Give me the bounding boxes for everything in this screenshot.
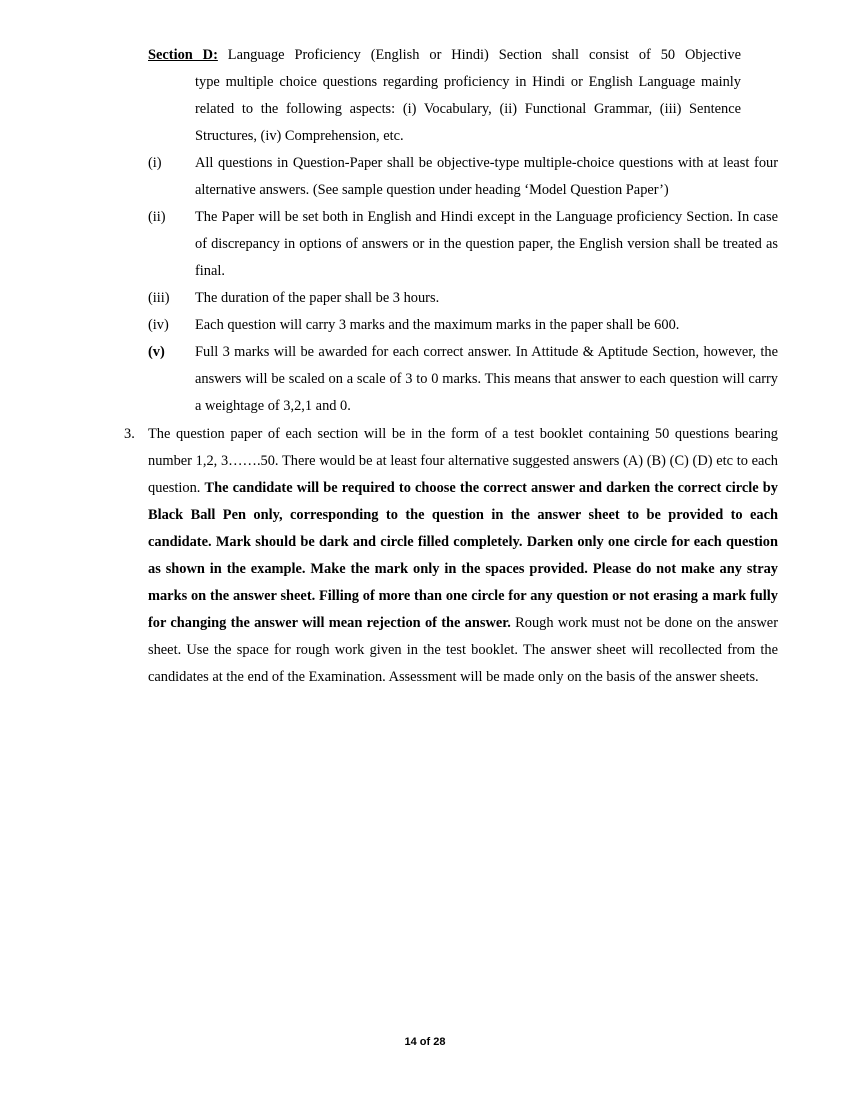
item-text: The Paper will be set both in English and Hindi except in the Language proficiency Section. In case of discrepancy in options of answers or in the question paper, the English version shall be treated as final. — [195, 209, 778, 279]
page-number: 14 of 28 — [404, 1036, 446, 1048]
section-d-heading: Section D: — [148, 47, 218, 63]
section-d-body: type multiple choice questions regarding proficiency in Hindi or English Language mainly related to the following aspects: (i) Vocabulary, (ii) Functional Grammar, (iii) Sentence Structures, (iv) Comprehension, etc. — [195, 74, 741, 144]
item-number: (ii) — [148, 209, 166, 225]
item-number: (iii) — [148, 290, 170, 306]
item-number: (v) — [148, 344, 165, 360]
section-d-lead: Language Proficiency (English or Hindi) Section shall consist of 50 Objective — [217, 47, 741, 63]
item-text: All questions in Question-Paper shall be objective-type multiple-choice questions with at least four alternative answers. (See sample question under heading ‘Model Question Paper’) — [195, 155, 778, 198]
item-text: The duration of the paper shall be 3 hours. — [195, 290, 440, 306]
item-number: (i) — [148, 155, 162, 171]
item-text: Each question will carry 3 marks and the maximum marks in the paper shall be 600. — [195, 317, 680, 333]
section-d-first-line — [148, 42, 741, 69]
point-3-intro: The question paper of each section will be in the form of a test booklet containing 50 questions bearing number 1,2, 3…….50. There would be at least four alternative suggested answers (A) (B) (C) (D) etc to each question. — [148, 426, 778, 496]
point-3-paragraph — [148, 421, 778, 691]
point-3-number: 3. — [124, 426, 135, 442]
item-text: Full 3 marks will be awarded for each correct answer. In Attitude & Aptitude Section, however, the answers will be scaled on a scale of 3 to 0 marks. This means that answer to each question will carry a weightage of 3,2,1 and 0. — [195, 344, 778, 414]
point-3-closing: Rough work must not be done on the answer sheet. Use the space for rough work given in the test booklet. The answer sheet will recollected from the candidates at the end of the Examination. Assessment will be made only on the basis of the answer sheets. — [148, 615, 778, 685]
item-number: (iv) — [148, 317, 169, 333]
point-3-instructions: The candidate will be required to choose the correct answer and darken the correct circle by Black Ball Pen only, corresponding to the question in the answer sheet to be provided to each candidate. Mark should be dark and circle filled completely. Darken only one circle for each question as shown in the example. Make the mark only in the spaces provided. Please do not make any stray marks on the answer sheet. Filling of more than one circle for any question or not erasing a mark fully for changing the answer will mean rejection of the answer. — [148, 480, 778, 631]
